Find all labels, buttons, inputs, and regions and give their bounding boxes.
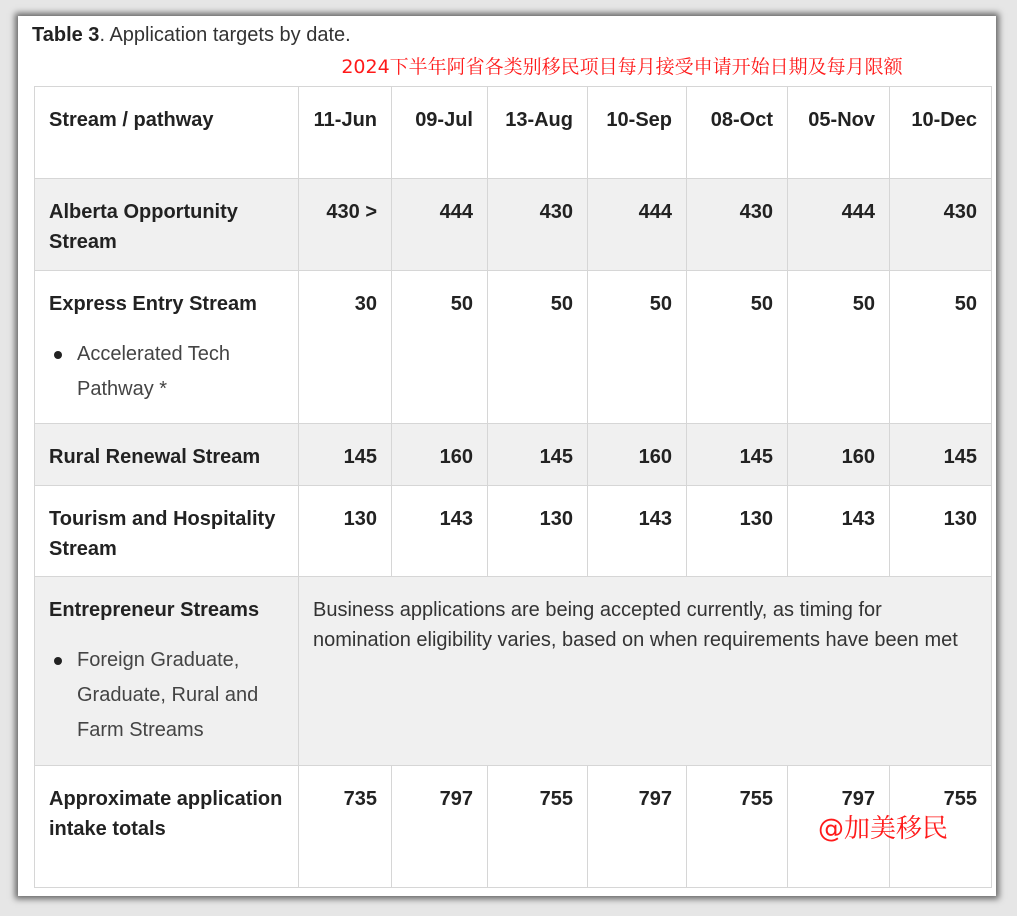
table-row: [35, 577, 992, 766]
target-value: 143: [788, 486, 890, 577]
stream-name: Tourism and Hospitality Stream: [35, 486, 299, 577]
header-date: 13-Aug: [488, 87, 588, 179]
table-row: [35, 424, 992, 486]
target-value: 130: [488, 486, 588, 577]
target-value: 143: [392, 486, 488, 577]
stream-name: Approximate application intake totals: [35, 766, 299, 888]
total-value: 755: [890, 766, 992, 888]
total-value: 797: [788, 766, 890, 888]
target-value: 430 >: [299, 179, 392, 271]
target-value: 50: [890, 271, 992, 424]
target-value: 145: [890, 424, 992, 486]
entrepreneur-note: Business applications are being accepted currently, as timing for nomination eligibility varies, based on when requirements have been met: [299, 577, 992, 766]
table-row: [35, 271, 992, 424]
target-value: 160: [392, 424, 488, 486]
target-value: 145: [299, 424, 392, 486]
target-value: 130: [299, 486, 392, 577]
target-value: 50: [392, 271, 488, 424]
caption-text: . Application targets by date.: [99, 24, 351, 46]
total-value: 755: [488, 766, 588, 888]
target-value: 130: [890, 486, 992, 577]
header-row: [35, 87, 992, 179]
stream-name: Entrepreneur Streams: [49, 599, 260, 621]
target-value: 444: [788, 179, 890, 271]
table-frame: [18, 16, 996, 896]
header-date: 10-Sep: [588, 87, 687, 179]
target-value: 50: [488, 271, 588, 424]
sub-pathway: Foreign Graduate, Graduate, Rural and Farm Streams: [49, 643, 284, 748]
target-value: 145: [687, 424, 788, 486]
header-stream: Stream / pathway: [35, 87, 299, 179]
sub-pathway: Accelerated Tech Pathway *: [49, 337, 284, 407]
application-targets-table: [34, 86, 992, 888]
stream-name: Express Entry Stream: [49, 293, 257, 315]
target-value: 430: [687, 179, 788, 271]
target-value: 160: [788, 424, 890, 486]
total-value: 735: [299, 766, 392, 888]
header-date: 11-Jun: [299, 87, 392, 179]
target-value: 50: [788, 271, 890, 424]
total-value: 797: [392, 766, 488, 888]
target-value: 430: [890, 179, 992, 271]
stream-cell: [35, 577, 299, 766]
stream-name: Rural Renewal Stream: [35, 424, 299, 486]
target-value: 145: [488, 424, 588, 486]
target-value: 143: [588, 486, 687, 577]
target-value: 50: [687, 271, 788, 424]
target-value: 50: [588, 271, 687, 424]
total-value: 755: [687, 766, 788, 888]
target-value: 160: [588, 424, 687, 486]
stream-name: Alberta Opportunity Stream: [35, 179, 299, 271]
target-value: 30: [299, 271, 392, 424]
table-caption: [32, 24, 351, 47]
table-row: [35, 179, 992, 271]
header-date: 09-Jul: [392, 87, 488, 179]
target-value: 444: [392, 179, 488, 271]
target-value: 130: [687, 486, 788, 577]
header-date: 05-Nov: [788, 87, 890, 179]
table-row: [35, 486, 992, 577]
target-value: 430: [488, 179, 588, 271]
target-value: 444: [588, 179, 687, 271]
header-date: 10-Dec: [890, 87, 992, 179]
watermark: @加美移民: [818, 814, 949, 844]
header-date: 08-Oct: [687, 87, 788, 179]
total-value: 797: [588, 766, 687, 888]
caption-bold: Table 3: [32, 24, 100, 46]
stream-cell: [35, 271, 299, 424]
chinese-subtitle: 2024下半年阿省各类别移民项目每月接受申请开始日期及每月限额: [341, 56, 903, 78]
